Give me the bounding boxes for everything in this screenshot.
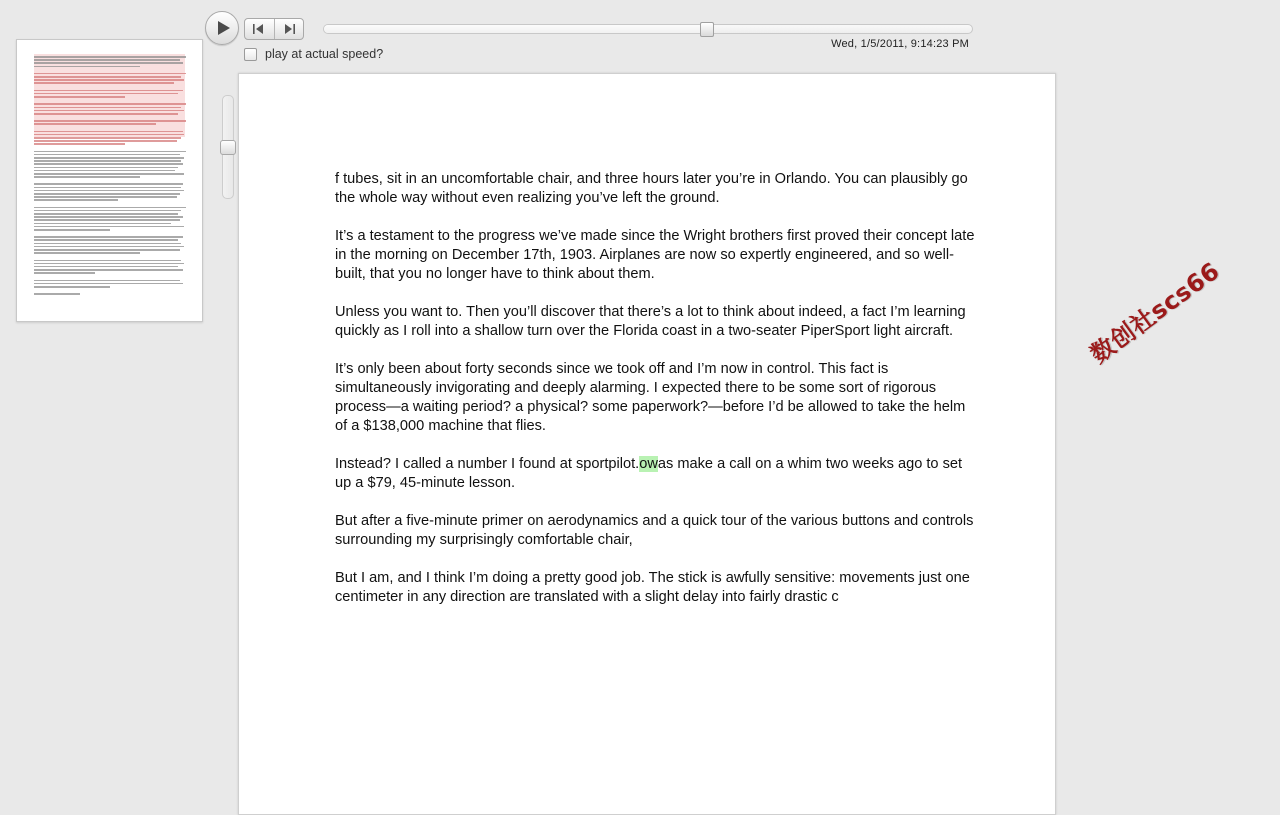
- thumbnail-line: [34, 170, 175, 172]
- thumbnail-line: [34, 123, 156, 125]
- document-body: [335, 170, 975, 626]
- thumbnail-line: [34, 69, 186, 72]
- thumbnail-line: [34, 226, 184, 228]
- paragraph-text: as make a call on a whim two weeks ago to set up a $79, 45-minute lesson.: [335, 456, 963, 491]
- thumbnail-line: [34, 82, 174, 84]
- highlighted-text: ow: [639, 456, 658, 472]
- thumbnail-line: [34, 187, 181, 189]
- timeline-fill: [324, 25, 706, 33]
- play-at-actual-speed-row[interactable]: [244, 47, 383, 61]
- page-thumbnail[interactable]: [16, 39, 203, 322]
- thumbnail-text-preview: [34, 56, 186, 296]
- thumbnail-line: [34, 252, 140, 254]
- paragraph: [335, 455, 975, 493]
- thumbnail-line: [34, 137, 181, 139]
- thumbnail-line: [34, 62, 183, 64]
- thumbnail-line: [34, 56, 186, 58]
- thumbnail-line: [34, 190, 184, 192]
- thumbnail-line: [34, 232, 186, 235]
- thumbnail-line: [34, 199, 118, 201]
- thumbnail-line: [34, 219, 180, 221]
- thumbnail-line: [34, 236, 183, 238]
- thumbnail-line: [34, 73, 186, 75]
- thumbnail-line: [34, 196, 177, 198]
- thumbnail-line: [34, 79, 184, 81]
- thumbnail-line: [34, 179, 186, 182]
- thumbnail-line: [34, 113, 178, 115]
- thumbnail-line: [34, 110, 184, 112]
- thumbnail-line: [34, 243, 181, 245]
- play-at-actual-speed-checkbox[interactable]: [244, 48, 257, 61]
- thumbnail-line: [34, 207, 186, 209]
- paragraph: But after a five-minute primer on aerodynamics and a quick tour of the various buttons and controls surrounding my surprisingly comfortable chair,: [335, 513, 974, 548]
- thumbnail-line: [34, 193, 180, 195]
- thumbnail-line: [34, 239, 178, 241]
- thumbnail-line: [34, 134, 184, 136]
- thumbnail-line: [34, 289, 186, 292]
- thumbnail-line: [34, 266, 178, 268]
- timeline-knob[interactable]: [700, 22, 714, 37]
- thumbnail-line: [34, 203, 186, 206]
- thumbnail-line: [34, 154, 180, 156]
- paragraph: Unless you want to. Then you’ll discover that there’s a lot to think about indeed, a fact I’m learning quickly as I roll into a shallow turn over the Florida coast in a two-seater PiperSport light aircraft.: [335, 304, 966, 339]
- thumbnail-line: [34, 160, 181, 162]
- thumbnail-line: [34, 157, 184, 159]
- step-back-icon: [253, 24, 265, 34]
- thumbnail-line: [34, 93, 178, 95]
- thumbnail-line: [34, 116, 186, 119]
- timeline-slider[interactable]: [323, 24, 973, 34]
- thumbnail-line: [34, 223, 171, 225]
- thumbnail-line: [34, 103, 186, 105]
- thumbnail-line: [34, 96, 125, 98]
- step-forward-icon: [283, 24, 295, 34]
- thumbnail-line: [34, 127, 186, 130]
- thumbnail-line: [34, 246, 184, 248]
- thumbnail-line: [34, 163, 183, 165]
- thumbnail-line: [34, 59, 180, 61]
- paragraph: But I am, and I think I’m doing a pretty good job. The stick is awfully sensitive: movements just one centimeter in any direction are translated with a slight delay into fairly drastic c: [335, 570, 970, 605]
- play-icon: [218, 21, 230, 35]
- thumbnail-line: [34, 286, 110, 288]
- thumbnail-line: [34, 275, 186, 278]
- zoom-slider[interactable]: [222, 95, 234, 199]
- zoom-knob[interactable]: [220, 140, 236, 155]
- paragraph: f tubes, sit in an uncomfortable chair, and three hours later you’re in Orlando. You can plausibly go the whole way without even realizing you’ve left the ground.: [335, 171, 968, 206]
- thumbnail-line: [34, 229, 110, 231]
- thumbnail-line: [34, 210, 181, 212]
- document-page: [238, 73, 1056, 815]
- play-button[interactable]: [205, 11, 239, 45]
- thumbnail-line: [34, 173, 184, 175]
- thumbnail-line: [34, 86, 186, 89]
- step-controls: [244, 18, 304, 40]
- watermark: 数创社scs66: [1085, 256, 1225, 369]
- thumbnail-line: [34, 151, 186, 153]
- thumbnail-line: [34, 66, 140, 68]
- thumbnail-line: [34, 131, 183, 133]
- thumbnail-line: [34, 183, 183, 185]
- step-forward-button[interactable]: [274, 19, 304, 39]
- thumbnail-line: [34, 249, 180, 251]
- timestamp: Wed, 1/5/2011, 9:14:23 PM: [831, 38, 969, 50]
- thumbnail-line: [34, 167, 178, 169]
- thumbnail-line: [34, 76, 181, 78]
- thumbnail-line: [34, 293, 80, 295]
- paragraph: It’s only been about forty seconds since we took off and I’m now in control. This fact is simultaneously invigorating and deeply alarming. I expected there to be some sort of rigorous process—a waiting period? a physical? some paperwork?—before I’d be allowed to take the helm of a $138,000 machine that flies.: [335, 361, 966, 434]
- thumbnail-line: [34, 147, 186, 150]
- play-at-actual-speed-label: play at actual speed?: [265, 47, 384, 61]
- thumbnail-line: [34, 216, 183, 218]
- thumbnail-line: [34, 143, 125, 145]
- thumbnail-line: [34, 255, 186, 258]
- thumbnail-line: [34, 120, 186, 122]
- thumbnail-line: [34, 280, 180, 282]
- thumbnail-line: [34, 90, 183, 92]
- thumbnail-line: [34, 263, 184, 265]
- paragraph-text: Instead? I called a number I found at sportpilot.: [335, 456, 640, 472]
- thumbnail-line: [34, 176, 140, 178]
- thumbnail-line: [34, 140, 177, 142]
- thumbnail-line: [34, 269, 183, 271]
- paragraph: It’s a testament to the progress we’ve made since the Wright brothers first proved their concept late in the morning on December 17th, 1903. Airplanes are now so expertly engineered, and so well-built, that you no longer have to think about them.: [335, 228, 975, 282]
- thumbnail-line: [34, 107, 181, 109]
- thumbnail-line: [34, 272, 95, 274]
- thumbnail-line: [34, 213, 178, 215]
- thumbnail-line: [34, 260, 181, 262]
- thumbnail-line: [34, 99, 186, 102]
- thumbnail-line: [34, 283, 183, 285]
- step-back-button[interactable]: [245, 19, 274, 39]
